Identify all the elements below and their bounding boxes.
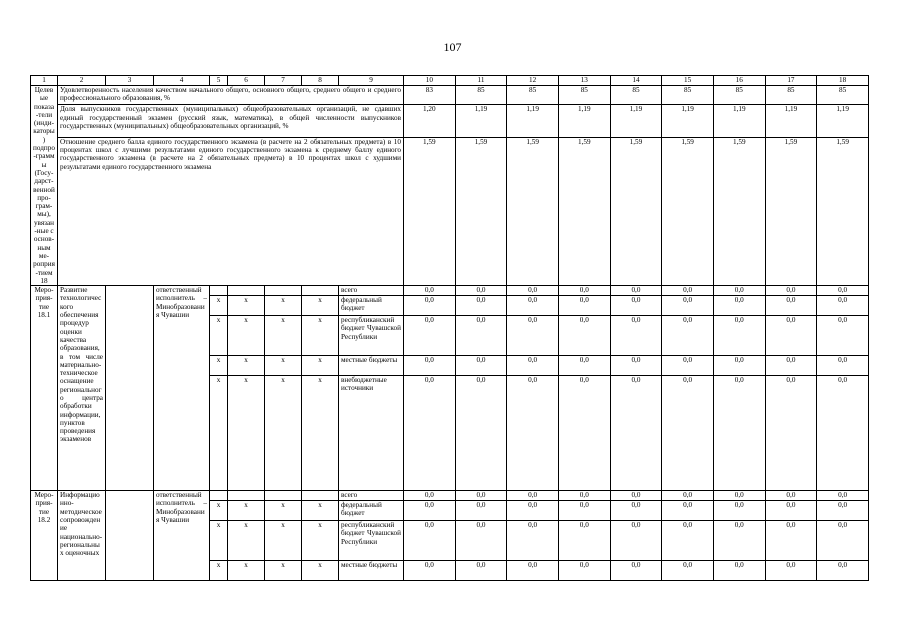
funding-value: 0,0 [713, 356, 765, 376]
code-mark: х [210, 356, 228, 376]
funding-value: 0,0 [404, 296, 456, 316]
indicator-value: 1,19 [507, 105, 559, 137]
code-mark [265, 491, 302, 501]
column-number: 5 [210, 76, 228, 86]
indicator-name: Удовлетворенность населения качеством начального общего, основного общего, среднего общего и среднего профессионального образования, % [58, 86, 404, 105]
column-number: 8 [302, 76, 339, 86]
code-mark: х [302, 521, 339, 561]
funding-value: 0,0 [713, 521, 765, 561]
funding-value: 0,0 [507, 286, 559, 296]
funding-value: 0,0 [817, 491, 869, 501]
header-row [31, 76, 869, 86]
funding-value: 0,0 [507, 356, 559, 376]
funding-value: 0,0 [404, 356, 456, 376]
funding-source: внебюджетные источники [339, 376, 404, 491]
indicator-value: 1,19 [455, 105, 507, 137]
indicator-value: 85 [455, 86, 507, 105]
event-executor: ответственный исполнитель – Минобразования Чувашии [154, 286, 210, 491]
funding-value: 0,0 [765, 561, 817, 581]
funding-value: 0,0 [610, 521, 662, 561]
indicator-value: 85 [713, 86, 765, 105]
code-mark: х [210, 521, 228, 561]
code-mark: х [228, 376, 265, 491]
indicator-value: 1,59 [817, 137, 869, 286]
code-mark [302, 491, 339, 501]
code-mark: х [210, 561, 228, 581]
funding-value: 0,0 [404, 316, 456, 356]
funding-value: 0,0 [455, 356, 507, 376]
funding-value: 0,0 [713, 501, 765, 521]
column-number: 7 [265, 76, 302, 86]
indicator-value: 1,19 [817, 105, 869, 137]
funding-value: 0,0 [713, 561, 765, 581]
funding-value: 0,0 [662, 561, 714, 581]
funding-value: 0,0 [610, 491, 662, 501]
funding-source: федеральный бюджет [339, 296, 404, 316]
funding-value: 0,0 [455, 501, 507, 521]
funding-value: 0,0 [610, 356, 662, 376]
indicator-value: 1,59 [404, 137, 456, 286]
column-number: 6 [228, 76, 265, 86]
indicator-value: 1,59 [507, 137, 559, 286]
program-table [30, 75, 869, 581]
code-mark: х [302, 356, 339, 376]
funding-value: 0,0 [558, 376, 610, 491]
funding-value: 0,0 [817, 521, 869, 561]
funding-value: 0,0 [713, 286, 765, 296]
indicator-value: 85 [558, 86, 610, 105]
funding-value: 0,0 [765, 296, 817, 316]
funding-value: 0,0 [507, 561, 559, 581]
empty-cell [106, 316, 154, 356]
funding-value: 0,0 [558, 356, 610, 376]
funding-value: 0,0 [610, 296, 662, 316]
funding-value: 0,0 [662, 316, 714, 356]
code-mark: х [265, 356, 302, 376]
code-mark: х [265, 501, 302, 521]
indicator-value: 1,19 [765, 105, 817, 137]
empty-cell [106, 376, 154, 491]
funding-value: 0,0 [455, 561, 507, 581]
funding-value: 0,0 [713, 376, 765, 491]
code-mark [265, 286, 302, 296]
indicator-value: 1,19 [558, 105, 610, 137]
indicators-label: Целевые показа-тели (инди-каторы) подпро-граммы (Госу-дарст-венной про-грам-мы), увязан-ные с основ-ным ме-роприя-тием 18 [31, 86, 58, 286]
funding-value: 0,0 [558, 491, 610, 501]
code-mark: х [265, 376, 302, 491]
funding-value: 0,0 [558, 561, 610, 581]
indicator-row [31, 137, 869, 286]
funding-value: 0,0 [817, 356, 869, 376]
funding-value: 0,0 [610, 376, 662, 491]
code-mark [210, 491, 228, 501]
code-mark: х [228, 356, 265, 376]
funding-value: 0,0 [610, 501, 662, 521]
funding-source: республиканский бюджет Чувашской Республики [339, 316, 404, 356]
event-row [31, 491, 869, 501]
event-name: Информационно-методическое сопровождение национально-региональных оценочных [58, 491, 106, 581]
funding-source: местные бюджеты [339, 356, 404, 376]
event-name: Развитие технологического обеспечения процедур оценки качества образования, в том числе материально-техническое оснащение регионального центра обработки информации, пунктов проведения экзаменов [58, 286, 106, 491]
indicator-value: 1,59 [558, 137, 610, 286]
indicator-row [31, 86, 869, 105]
indicator-value: 1,59 [662, 137, 714, 286]
funding-value: 0,0 [507, 316, 559, 356]
funding-value: 0,0 [765, 376, 817, 491]
funding-source: всего [339, 491, 404, 501]
empty-cell [106, 296, 154, 316]
funding-value: 0,0 [765, 356, 817, 376]
funding-value: 0,0 [404, 286, 456, 296]
column-number: 18 [817, 76, 869, 86]
event-label: Меро-прия-тие 18.2 [31, 491, 58, 581]
funding-value: 0,0 [455, 376, 507, 491]
page-number: 107 [443, 40, 462, 54]
funding-value: 0,0 [662, 521, 714, 561]
funding-value: 0,0 [404, 491, 456, 501]
code-mark: х [265, 521, 302, 561]
indicator-value: 1,19 [662, 105, 714, 137]
funding-value: 0,0 [662, 376, 714, 491]
empty-cell [106, 356, 154, 376]
code-mark: х [302, 561, 339, 581]
code-mark [228, 286, 265, 296]
funding-value: 0,0 [765, 316, 817, 356]
funding-value: 0,0 [817, 316, 869, 356]
funding-value: 0,0 [713, 491, 765, 501]
column-number: 3 [106, 76, 154, 86]
column-number: 14 [610, 76, 662, 86]
funding-source: местные бюджеты [339, 561, 404, 581]
funding-source: всего [339, 286, 404, 296]
funding-value: 0,0 [558, 316, 610, 356]
indicator-name: Доля выпускников государственных (муниципальных) общеобразовательных организаций, не сдавших единый государственный экзамен (русский язык, математика), в общей численности выпускников государственных (муниципальных) общеобразовательных организаций, % [58, 105, 404, 137]
funding-value: 0,0 [817, 286, 869, 296]
funding-value: 0,0 [507, 521, 559, 561]
code-mark: х [302, 296, 339, 316]
funding-value: 0,0 [455, 491, 507, 501]
code-mark: х [228, 561, 265, 581]
indicator-row [31, 105, 869, 137]
funding-value: 0,0 [765, 286, 817, 296]
code-mark: х [210, 296, 228, 316]
code-mark: х [265, 561, 302, 581]
code-mark [302, 286, 339, 296]
indicator-value: 83 [404, 86, 456, 105]
funding-value: 0,0 [455, 521, 507, 561]
indicator-value: 1,59 [713, 137, 765, 286]
code-mark: х [302, 316, 339, 356]
funding-value: 0,0 [662, 491, 714, 501]
code-mark: х [228, 521, 265, 561]
funding-value: 0,0 [817, 296, 869, 316]
funding-value: 0,0 [507, 501, 559, 521]
funding-value: 0,0 [455, 286, 507, 296]
indicator-value: 1,59 [455, 137, 507, 286]
funding-value: 0,0 [765, 521, 817, 561]
funding-value: 0,0 [817, 376, 869, 491]
funding-value: 0,0 [558, 296, 610, 316]
indicator-value: 85 [765, 86, 817, 105]
code-mark [210, 286, 228, 296]
funding-value: 0,0 [817, 561, 869, 581]
funding-value: 0,0 [765, 501, 817, 521]
column-number: 15 [662, 76, 714, 86]
indicator-value: 1,20 [404, 105, 456, 137]
funding-value: 0,0 [713, 316, 765, 356]
funding-value: 0,0 [404, 376, 456, 491]
funding-value: 0,0 [817, 501, 869, 521]
indicator-name: Отношение среднего балла единого государственного экзамена (в расчете на 2 обязательных предмета) в 10 процентах школ с лучшими результатами единого государственного экзамена к среднему баллу единого государственного экзамена (в расчете на 2 обязательных предмета) в 10 процентах школ с худшими результатами единого государственного экзамена [58, 137, 404, 286]
funding-value: 0,0 [507, 376, 559, 491]
funding-value: 0,0 [404, 561, 456, 581]
funding-value: 0,0 [558, 501, 610, 521]
code-mark: х [210, 501, 228, 521]
funding-value: 0,0 [558, 286, 610, 296]
indicator-value: 85 [817, 86, 869, 105]
funding-value: 0,0 [404, 501, 456, 521]
funding-value: 0,0 [765, 491, 817, 501]
event-label: Меро-прия-тие 18.1 [31, 286, 58, 491]
empty-cell [106, 561, 154, 581]
funding-value: 0,0 [662, 286, 714, 296]
indicator-value: 1,19 [610, 105, 662, 137]
empty-cell [106, 491, 154, 501]
funding-value: 0,0 [610, 561, 662, 581]
code-mark: х [210, 316, 228, 356]
funding-value: 0,0 [558, 521, 610, 561]
funding-value: 0,0 [507, 491, 559, 501]
code-mark: х [265, 296, 302, 316]
indicator-value: 1,19 [713, 105, 765, 137]
funding-value: 0,0 [455, 316, 507, 356]
empty-cell [106, 286, 154, 296]
funding-value: 0,0 [662, 356, 714, 376]
code-mark: х [228, 296, 265, 316]
event-executor: ответственный исполнитель – Минобразования Чувашии [154, 491, 210, 581]
funding-source: федеральный бюджет [339, 501, 404, 521]
funding-value: 0,0 [662, 296, 714, 316]
indicator-value: 1,59 [765, 137, 817, 286]
code-mark: х [302, 376, 339, 491]
indicator-value: 85 [610, 86, 662, 105]
code-mark: х [228, 501, 265, 521]
column-number: 17 [765, 76, 817, 86]
funding-value: 0,0 [455, 296, 507, 316]
event-row [31, 286, 869, 296]
column-number: 13 [558, 76, 610, 86]
empty-cell [106, 521, 154, 561]
funding-value: 0,0 [662, 501, 714, 521]
code-mark: х [228, 316, 265, 356]
code-mark: х [302, 501, 339, 521]
funding-value: 0,0 [507, 296, 559, 316]
column-number: 4 [154, 76, 210, 86]
indicator-value: 85 [507, 86, 559, 105]
code-mark [228, 491, 265, 501]
funding-value: 0,0 [610, 316, 662, 356]
empty-cell [106, 501, 154, 521]
code-mark: х [210, 376, 228, 491]
column-number: 2 [58, 76, 106, 86]
column-number: 9 [339, 76, 404, 86]
funding-value: 0,0 [404, 521, 456, 561]
funding-value: 0,0 [610, 286, 662, 296]
column-number: 10 [404, 76, 456, 86]
column-number: 11 [455, 76, 507, 86]
funding-value: 0,0 [713, 296, 765, 316]
indicator-value: 1,59 [610, 137, 662, 286]
funding-source: республиканский бюджет Чувашской Республики [339, 521, 404, 561]
indicator-value: 85 [662, 86, 714, 105]
code-mark: х [265, 316, 302, 356]
column-number: 16 [713, 76, 765, 86]
column-number: 1 [31, 76, 58, 86]
column-number: 12 [507, 76, 559, 86]
